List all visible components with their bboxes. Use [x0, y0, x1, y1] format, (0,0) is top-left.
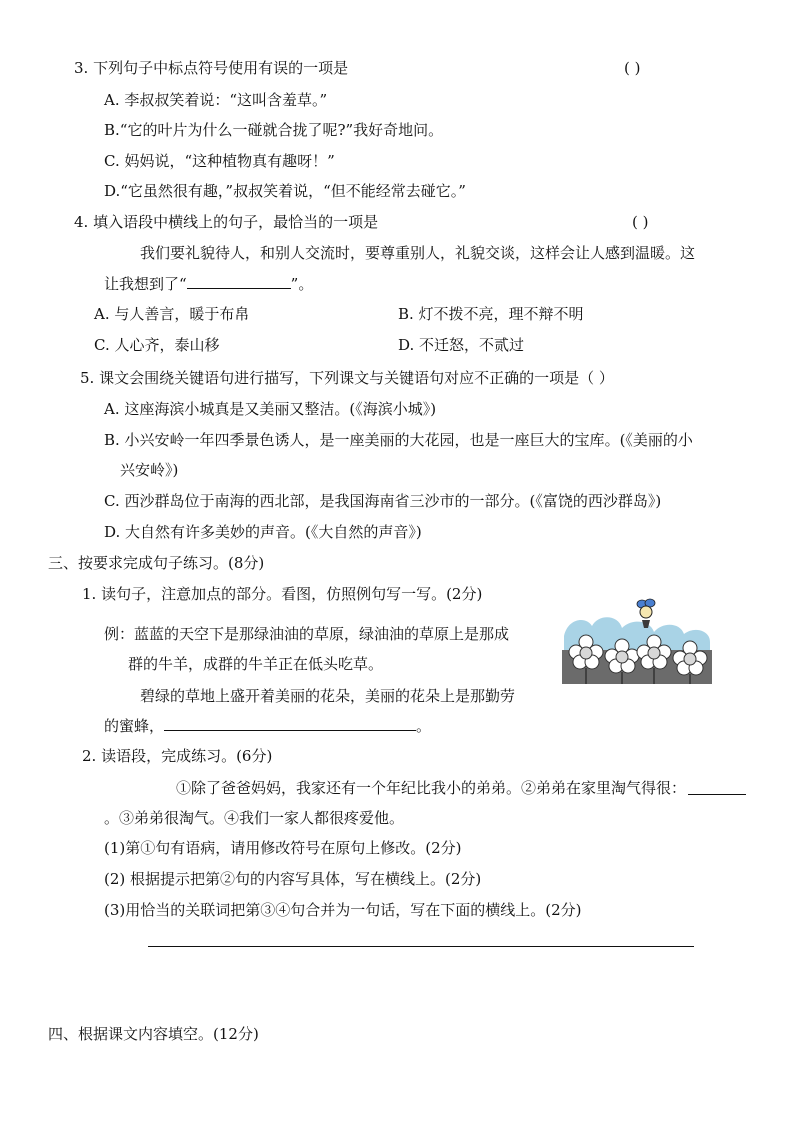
s3-item2-sub2: (2) 根据提示把第②句的内容写具体，写在横线上。(2分) — [104, 870, 482, 888]
q4-option-b: B. 灯不拨不亮，理不辩不明 — [398, 305, 584, 323]
q4-answer-blank[interactable] — [187, 274, 291, 289]
s3-item2-para-line2: 。③弟弟很淘气。④我们一家人都很疼爱他。 — [104, 809, 405, 827]
q3-option-d: D.“它虽然很有趣，”叔叔笑着说，“但不能经常去碰它。” — [104, 182, 466, 200]
s3-item2-para-line1: ①除了爸爸妈妈，我家还有一个年纪比我小的弟弟。②弟弟在家里淘气得很： — [176, 779, 687, 797]
q5-stem: 5. 课文会围绕关键语句进行描写，下列课文与关键语句对应不正确的一项是（ ） — [80, 369, 614, 387]
s3-item2-sub1: (1)第①句有语病，请用修改符号在原句上修改。(2分) — [104, 839, 462, 857]
s3-item1-title: 1. 读句子，注意加点的部分。看图，仿照例句写一写。(2分) — [82, 585, 483, 603]
q3-option-a: A. 李叔叔笑着说：“这叫含羞草。” — [104, 91, 328, 109]
s3-item1-answer-blank[interactable] — [164, 716, 416, 731]
q4-passage-line2 — [104, 274, 313, 294]
s3-item1-task-line1: 碧绿的草地上盛开着美丽的花朵，美丽的花朵上是那勤劳 — [140, 687, 516, 705]
q3-option-b: B.“它的叶片为什么一碰就合拢了呢?”我好奇地问。 — [104, 121, 444, 139]
s3-item1-example-line1: 例：蓝蓝的天空下是那绿油油的草原，绿油油的草原上是那成 — [104, 625, 510, 643]
s3-item1-task-before: 的蜜蜂， — [104, 717, 165, 735]
meadow-flowers-illustration — [562, 598, 712, 684]
q5-option-b-line1: B. 小兴安岭一年四季景色诱人，是一座美丽的大花园，也是一座巨大的宝库。(《美丽的小 — [104, 431, 693, 449]
q4-passage-before: 让我想到了“ — [104, 275, 187, 293]
q4-option-a: A. 与人善言，暖于布帛 — [94, 305, 250, 323]
s3-item1-task-after: 。 — [416, 717, 432, 735]
q3-stem: 3. 下列句子中标点符号使用有误的一项是 — [74, 59, 349, 77]
s3-item2-title: 2. 读语段，完成练习。(6分) — [82, 747, 273, 765]
q3-option-c: C. 妈妈说，“这种植物真有趣呀！” — [104, 152, 335, 170]
s3-item2-sentence2-blank[interactable] — [688, 794, 746, 795]
section3-title: 三、按要求完成句子练习。(8分) — [48, 554, 265, 572]
q5-option-c: C. 西沙群岛位于南海的西北部，是我国海南省三沙市的一部分。(《富饶的西沙群岛》) — [104, 492, 662, 510]
q3-answer-paren: ( ) — [624, 59, 641, 77]
q4-passage-line1: 我们要礼貌待人，和别人交流时，要尊重别人，礼貌交谈，这样会让人感到温暖。这 — [140, 244, 696, 262]
q5-option-d: D. 大自然有许多美妙的声音。(《大自然的声音》) — [104, 523, 422, 541]
q4-stem: 4. 填入语段中横线上的句子，最恰当的一项是 — [74, 213, 379, 231]
q4-option-d: D. 不迁怒，不贰过 — [398, 336, 525, 354]
q5-option-a: A. 这座海滨小城真是又美丽又整洁。(《海滨小城》) — [104, 400, 437, 418]
q5-option-b-line2: 兴安岭》) — [120, 461, 179, 479]
s3-item2-sub3: (3)用恰当的关联词把第③④句合并为一句话，写在下面的横线上。(2分) — [104, 901, 582, 919]
s3-item1-example-line2: 群的牛羊，成群的牛羊正在低头吃草。 — [128, 655, 384, 673]
q4-passage-after: ”。 — [290, 275, 314, 293]
s3-item2-answer-line[interactable] — [148, 946, 694, 947]
q4-option-c: C. 人心齐，泰山移 — [94, 336, 220, 354]
s3-item1-task-line2 — [104, 716, 431, 736]
section4-title: 四、根据课文内容填空。(12分) — [48, 1025, 259, 1043]
q4-answer-paren: ( ) — [632, 213, 649, 231]
